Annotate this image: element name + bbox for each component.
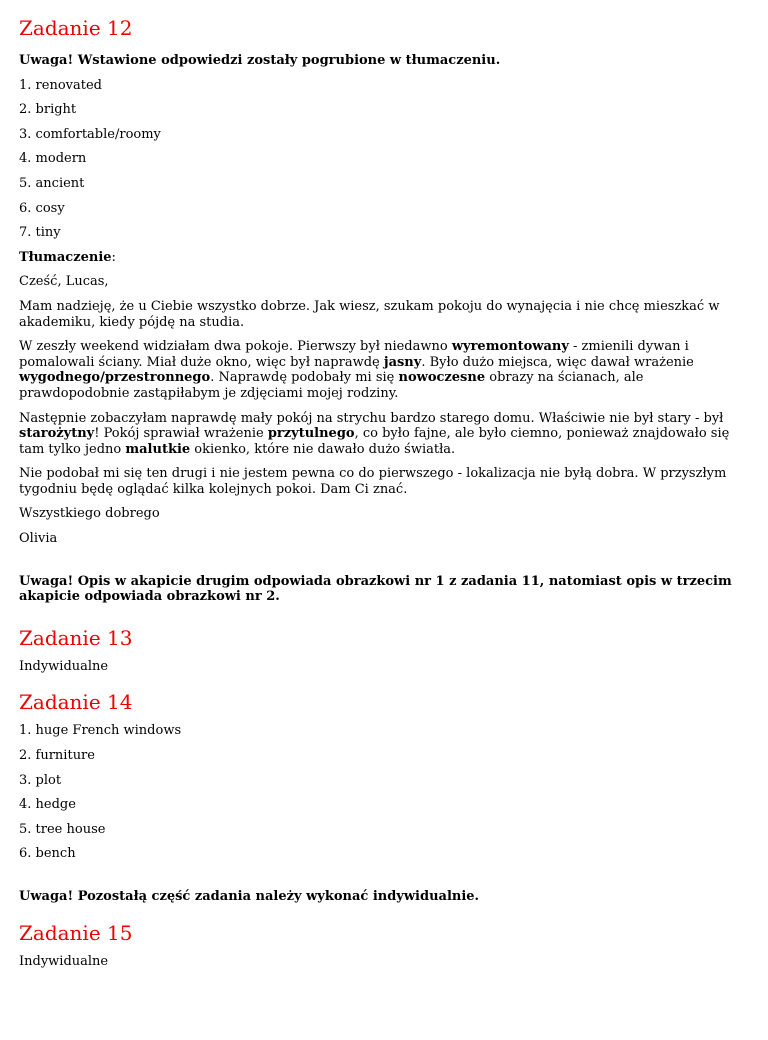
task-14-note-text: Uwaga! Pozostałą część zadania należy wykonać indywidualnie.: [19, 889, 480, 904]
task-12-heading: Zadanie 12: [19, 16, 133, 40]
task-14-answers: [19, 723, 749, 862]
task-12-note-2: [19, 574, 749, 605]
letter-closing: Wszystkiego dobrego: [19, 506, 160, 522]
document-page: [0, 16, 768, 969]
text-run: obrazy na ścianach, ale prawdopodobnie zastąpiłabym je zdjęciami mojej rodziny.: [19, 370, 644, 401]
letter-paragraph-2: [19, 339, 749, 401]
answer-word: wygodnego/przestronnego: [19, 370, 211, 386]
task-12-note-text: Uwaga! Wstawione odpowiedzi zostały pogrubione w tłumaczeniu.: [19, 53, 501, 68]
answer-word: starożytny: [19, 426, 95, 442]
answer-item: 2. furniture: [19, 748, 95, 764]
text-run: . Było dużo miejsca, więc dawał wrażenie: [421, 354, 694, 370]
answer-word: malutkie: [125, 441, 191, 457]
letter-paragraph-1: Mam nadzieję, że u Ciebie wszystko dobrze. Jak wiesz, szukam pokoju do wynajęcia i nie chcę mieszkać w akademiku, kiedy pójdę na studia.: [19, 298, 720, 330]
task-13-text: Indywidualne: [19, 658, 109, 674]
text-run: ! Pokój sprawiał wrażenie: [94, 426, 268, 442]
task-13-heading: Zadanie 13: [19, 625, 133, 650]
answer-item: 4. hedge: [19, 797, 76, 813]
answer-item: 5. tree house: [19, 821, 106, 837]
answer-item: 2. bright: [19, 102, 77, 118]
task-15-text: Indywidualne: [19, 953, 109, 969]
letter-signature: Olivia: [19, 531, 58, 547]
answer-item: 3. comfortable/roomy: [19, 126, 161, 142]
text-run: Następnie zobaczyłam naprawdę mały pokój na strychu bardzo starego domu. Właściwie nie był stary - był: [19, 410, 724, 426]
text-run: , co było fajne, ale było ciemno, ponieważ znajdowało się tam tylko jedno: [19, 426, 730, 457]
answer-item: 1. huge French windows: [19, 723, 182, 739]
answer-word: nowoczesne: [398, 370, 486, 386]
text-run: . Naprawdę podobały mi się: [210, 370, 399, 386]
translation-label: [19, 250, 749, 266]
answer-item: 5. ancient: [19, 175, 85, 191]
translation-label-text: Tłumaczenie: [19, 249, 112, 265]
task-14-note: [19, 889, 749, 905]
answer-item: 3. plot: [19, 772, 62, 788]
letter-paragraph-4: Nie podobał mi się ten drugi i nie jestem pewna co do pierwszego - lokalizacja nie byłą dobra. W przyszłym tygodniu będę oglądać kilka kolejnych pokoi. Dam Ci znać.: [19, 466, 727, 497]
answer-item: 1. renovated: [19, 77, 102, 93]
task-12-answers: [19, 78, 749, 241]
task-15-heading: Zadanie 15: [19, 920, 133, 945]
answer-item: 4. modern: [19, 151, 87, 167]
letter-greeting: Cześć, Lucas,: [19, 274, 109, 290]
answer-item: 7. tiny: [19, 225, 61, 241]
text-run: - zmienili dywan i pomalowali ściany. Miał duże okno, więc był naprawdę: [19, 339, 689, 370]
translation-label-colon: :: [111, 249, 116, 265]
answer-word: przytulnego: [267, 426, 355, 442]
task-12-note: [19, 53, 749, 69]
text-run: W zeszły weekend widziałam dwa pokoje. Pierwszy był niedawno: [19, 339, 452, 355]
answer-word: jasny: [383, 354, 422, 370]
letter-paragraph-3: [19, 411, 749, 458]
task-12-note-2-text: Uwaga! Opis w akapicie drugim odpowiada obrazkowi nr 1 z zadania 11, natomiast opis w trzecim akapicie odpowiada obrazkowi nr 2.: [19, 573, 732, 605]
answer-word: wyremontowany: [451, 339, 569, 355]
task-14-heading: Zadanie 14: [19, 690, 133, 715]
answer-item: 6. bench: [19, 846, 76, 862]
answer-item: 6. cosy: [19, 200, 65, 216]
text-run: okienko, które nie dawało dużo światła.: [190, 441, 456, 457]
